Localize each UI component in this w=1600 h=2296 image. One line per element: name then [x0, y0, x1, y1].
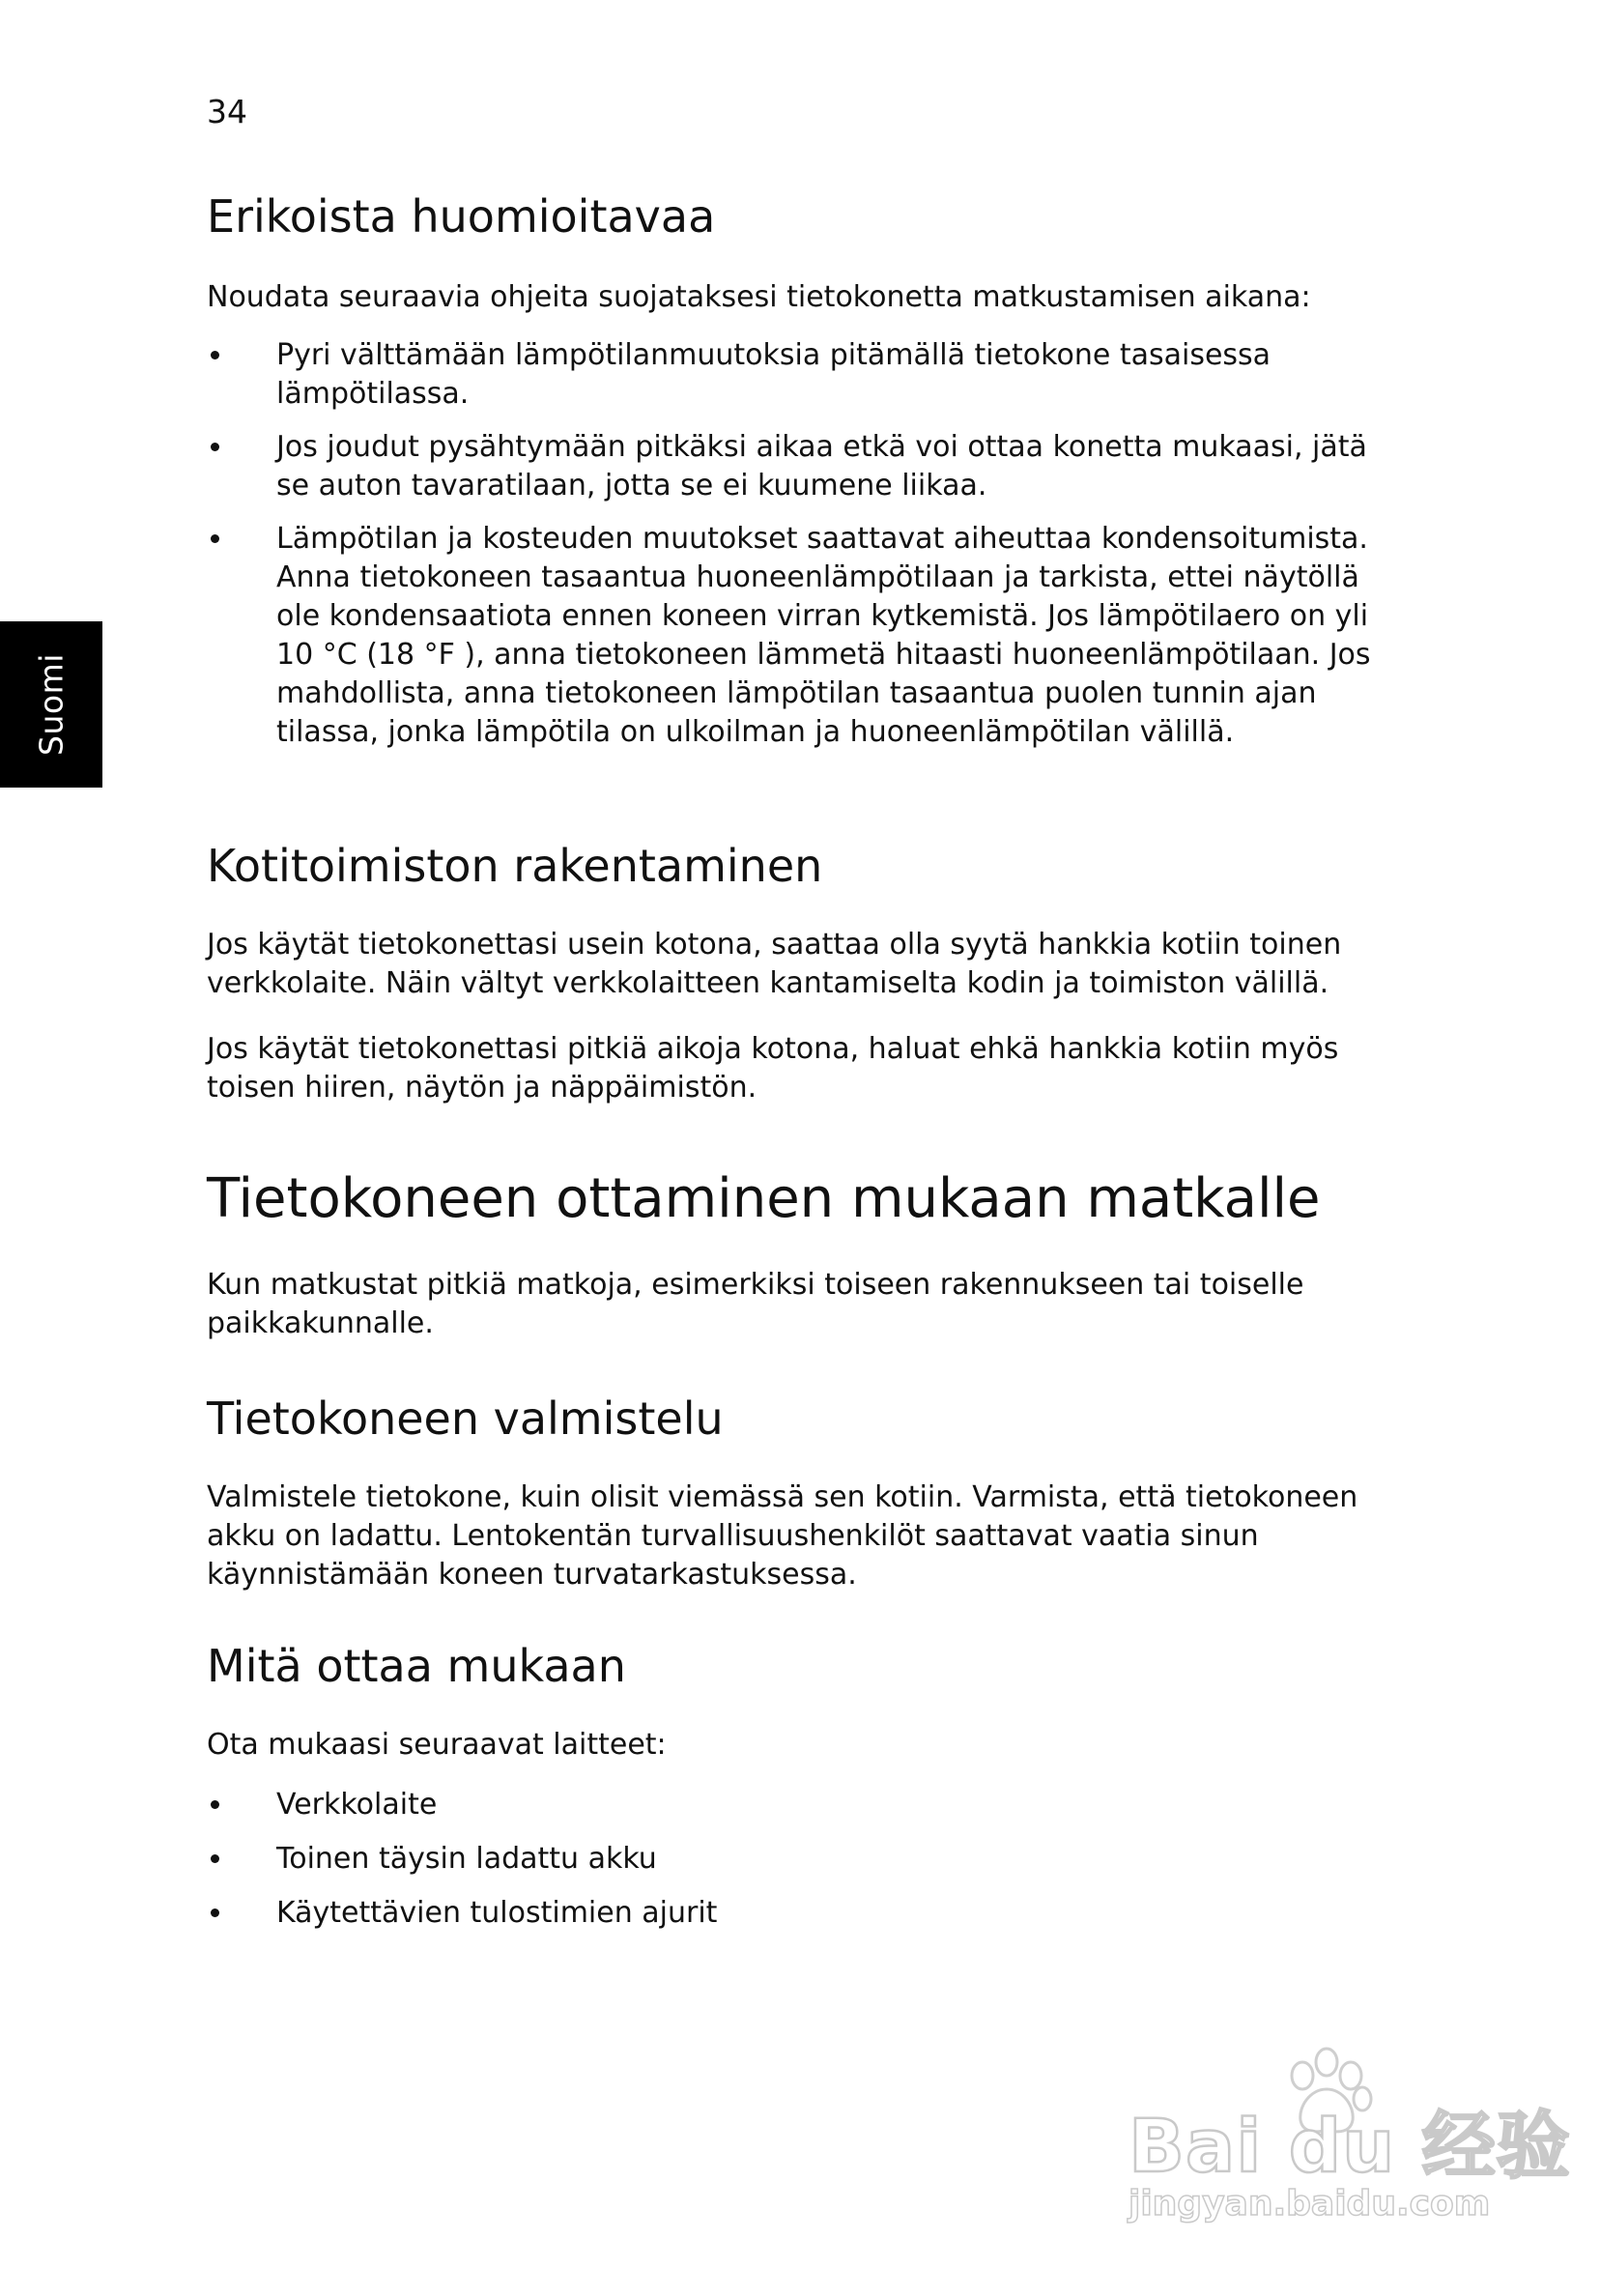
chapter-intro: Kun matkustat pitkiä matkoja, esimerkiksi toiseen rakennukseen tai toiselle paikkakunnalle. [207, 1268, 1304, 1340]
watermark-url: jingyan.baidu.com [1129, 2184, 1491, 2224]
section-title-preparing-computer: Tietokoneen valmistelu [207, 1392, 724, 1445]
section-title-what-to-bring: Mitä ottaa mukaan [207, 1640, 626, 1692]
section-intro-what-to-bring: Ota mukaasi seuraavat laitteet: [207, 1728, 667, 1762]
paragraph: Jos käytät tietokonettasi usein kotona, saattaa olla syytä hankkia kotiin toinen verkkolaite. Näin vältyt verkkolaitteen kantamiselta kodin ja toimiston välillä. [207, 928, 1342, 1000]
chapter-title: Tietokoneen ottaminen mukaan matkalle [207, 1167, 1321, 1230]
bullet-list-what-to-bring [207, 1786, 1376, 1933]
language-side-tab [0, 621, 102, 788]
bullet-icon [211, 1909, 219, 1917]
language-side-tab-label: Suomi [32, 653, 71, 756]
baidu-watermark [1129, 2039, 1571, 2224]
paragraph: Jos käytät tietokonettasi pitkiä aikoja kotona, haluat ehkä hankkia kotiin myös toisen hiiren, näytön ja näppäimistön. [207, 1032, 1339, 1105]
list-item: Käytettävien tulostimien ajurit [207, 1894, 1376, 1933]
bullet-icon [211, 534, 219, 543]
paragraph: Valmistele tietokone, kuin olisit viemässä sen kotiin. Varmista, että tietokoneen akku on ladattu. Lentokentän turvallisuushenkilöt saattavat vaatia sinun käynnistämään koneen turvatarkastuksessa. [207, 1480, 1358, 1592]
bullet-icon [211, 1800, 219, 1809]
watermark-brand: Bai du 经验 [1129, 2103, 1571, 2189]
list-item: Verkkolaite [207, 1786, 1376, 1824]
list-item: Jos joudut pysähtymään pitkäksi aikaa etkä voi ottaa konetta mukaasi, jätä se auton tavaratilaan, jotta se ei kuumene liikaa. [207, 428, 1376, 505]
bullet-icon [211, 443, 219, 451]
section-title-home-office: Kotitoimiston rakentaminen [207, 840, 823, 892]
section-intro-special-considerations: Noudata seuraavia ohjeita suojataksesi tietokonetta matkustamisen aikana: [207, 280, 1311, 314]
bullet-list-special-considerations [207, 336, 1376, 752]
page-number: 34 [207, 93, 247, 130]
bullet-icon [211, 351, 219, 359]
list-item: Pyri välttämään lämpötilanmuutoksia pitämällä tietokone tasaisessa lämpötilassa. [207, 336, 1376, 414]
list-item: Toinen täysin ladattu akku [207, 1840, 1376, 1879]
list-item: Lämpötilan ja kosteuden muutokset saattavat aiheuttaa kondensoitumista. Anna tietokoneen tasaantua huoneenlämpötilaan ja tarkista, ettei näytöllä ole kondensaatiota ennen koneen virran kytkemistä. Jos lämpötilaero on yli 10 °C (18 °F ), anna tietokoneen lämmetä hitaasti huoneenlämpötilaan. Jos mahdollista, anna tietokoneen lämpötilan tasaantua puolen tunnin ajan tilassa, jonka lämpötila on ulkoilman ja huoneenlämpötilan välillä. [207, 520, 1376, 752]
bullet-icon [211, 1854, 219, 1863]
section-title-special-considerations: Erikoista huomioitavaa [207, 190, 716, 243]
